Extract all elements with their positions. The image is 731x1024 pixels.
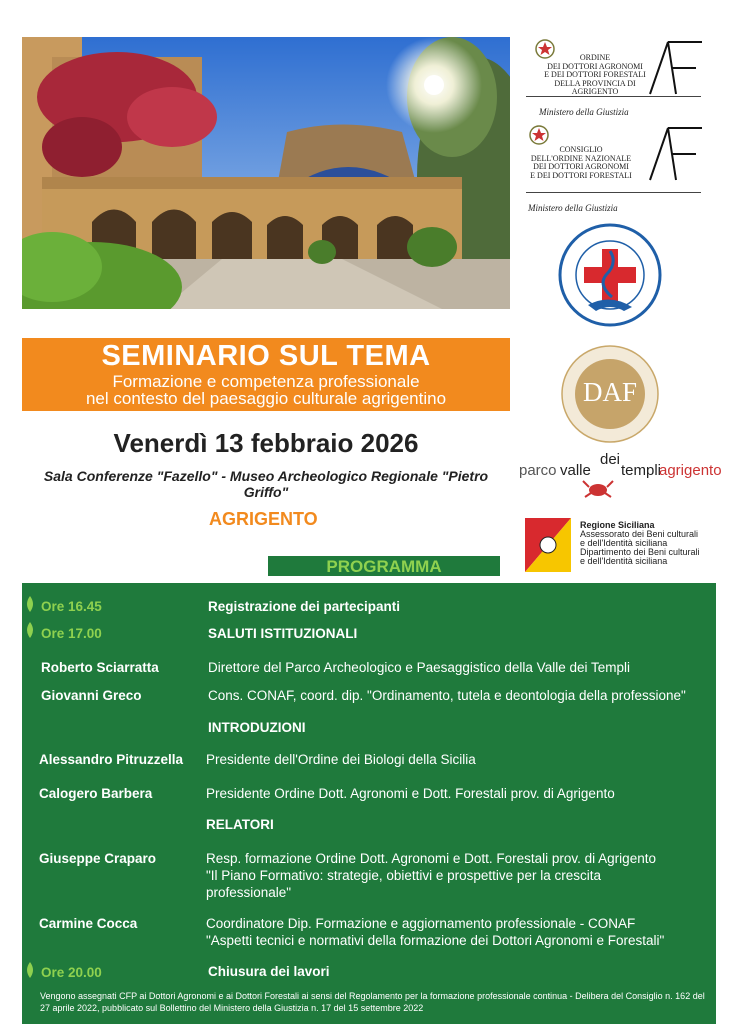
cloister-illustration bbox=[22, 37, 510, 309]
speaker-role: Cons. CONAF, coord. dip. "Ordinamento, tutela e deontologia della professione" bbox=[208, 688, 686, 703]
section-introduzioni: INTRODUZIONI bbox=[208, 720, 306, 735]
talk-title: "Il Piano Formativo: strategie, obiettivi e prospettive per la crescita bbox=[206, 868, 601, 883]
speaker-name: Alessandro Pitruzzella bbox=[39, 752, 184, 767]
leaf-icon bbox=[25, 622, 35, 638]
leaf-icon bbox=[25, 962, 35, 978]
biologi-seal-icon bbox=[558, 223, 662, 327]
speaker-role: Coordinatore Dip. Formazione e aggiornamento professionale - CONAF bbox=[206, 916, 636, 931]
daf-text: DAF bbox=[582, 377, 637, 407]
footnote: Vengono assegnati CFP ai Dottori Agronomi e ai Dottori Forestali ai sensi del Regolamento per la formazione professionale continua - Delibera del Consiglio n. 162 del 27 aprile 2022, pubblicato sul Bollettino del Ministero della Giustizia n. 17 del 15 settembre 2022 bbox=[40, 991, 705, 1013]
logo-parco-valle-dei-templi: parco valle dei templi agrigento bbox=[519, 451, 709, 501]
speaker-role: Direttore del Parco Archeologico e Paesaggistico della Valle dei Templi bbox=[208, 660, 630, 675]
ministry-label: Ministero della Giustizia bbox=[539, 107, 629, 117]
speaker-name: Roberto Sciarratta bbox=[41, 660, 159, 675]
event-venue: Sala Conferenze "Fazello" - Museo Archeologico Regionale "Pietro Griffo" bbox=[43, 468, 489, 500]
italian-emblem-icon bbox=[528, 124, 550, 146]
talk-title: professionale" bbox=[206, 885, 292, 900]
crab-icon bbox=[581, 477, 615, 499]
af-monogram-icon bbox=[646, 38, 704, 98]
leaf-icon bbox=[25, 596, 35, 612]
ministry-label: Ministero della Giustizia bbox=[528, 203, 618, 213]
program-item-2: SALUTI ISTITUZIONALI bbox=[208, 626, 358, 641]
speaker-role: Resp. formazione Ordine Dott. Agronomi e Dott. Forestali prov. di Agrigento bbox=[206, 851, 656, 866]
program-section bbox=[22, 583, 716, 1024]
logo-odaf-agrigento: ORDINE DEI DOTTORI AGRONOMI E DEI DOTTORI FORESTALI DELLA PROVINCIA DI AGRIGENTO Ministero della Giustizia bbox=[526, 38, 704, 118]
program-item-3: Chiusura dei lavori bbox=[208, 964, 330, 979]
seminar-subtitle-line1: Formazione e competenza professionale bbox=[112, 372, 420, 391]
speaker-role: Presidente dell'Ordine dei Biologi della Sicilia bbox=[206, 752, 476, 767]
program-item-1: Registrazione dei partecipanti bbox=[208, 599, 401, 614]
speaker-name: Carmine Cocca bbox=[39, 916, 138, 931]
talk-title: "Aspetti tecnici e normativi della formazione dei Dottori Agronomi e Forestali" bbox=[206, 933, 665, 948]
time-2: Ore 17.00 bbox=[41, 626, 102, 641]
logo-ordine-biologi-sicilia bbox=[558, 223, 662, 327]
section-relatori: RELATORI bbox=[206, 817, 274, 832]
speaker-name: Calogero Barbera bbox=[39, 786, 153, 801]
speaker-name: Giovanni Greco bbox=[41, 688, 142, 703]
time-1: Ore 16.45 bbox=[41, 599, 102, 614]
seminar-title: SEMINARIO SUL TEMA bbox=[101, 340, 431, 372]
program-label: PROGRAMMA bbox=[268, 556, 500, 576]
logo-conaf: CONSIGLIO DELL'ORDINE NAZIONALE DEI DOTTORI AGRONOMI E DEI DOTTORI FORESTALI Ministero della Giustizia bbox=[526, 122, 704, 214]
af-monogram-icon bbox=[646, 124, 704, 184]
event-date: Venerdì 13 febbraio 2026 bbox=[113, 428, 419, 458]
seminar-subtitle-line2: nel contesto del paesaggio culturale agrigentino bbox=[85, 389, 447, 408]
hero-photo bbox=[22, 37, 510, 309]
speaker-name: Giuseppe Craparo bbox=[39, 851, 157, 866]
trinacria-flag-icon bbox=[525, 518, 571, 572]
title-banner bbox=[22, 338, 510, 411]
time-3: Ore 20.00 bbox=[41, 965, 102, 980]
event-city: AGRIGENTO bbox=[209, 509, 318, 529]
speaker-role: Presidente Ordine Dott. Agronomi e Dott. Forestali prov. di Agrigento bbox=[206, 786, 615, 801]
logo-daf bbox=[560, 344, 660, 444]
logo-regione-siciliana: Regione Siciliana Assessorato dei Beni culturali e dell'Identità siciliana Dipartimento dei Beni culturali e dell'Identità siciliana bbox=[525, 518, 705, 574]
